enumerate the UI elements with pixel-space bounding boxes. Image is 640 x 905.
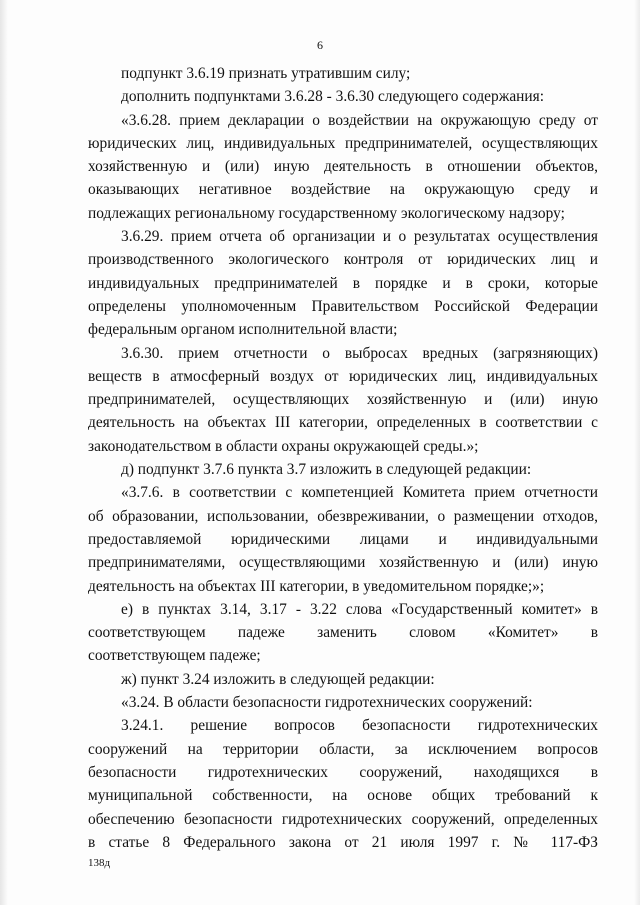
text-line: соответствующем падеже; (88, 647, 261, 665)
text-line: предпринимателями, осуществляющими хозяйственную и (или) иную (88, 554, 598, 572)
text-line: 3.24.1. решение вопросов безопасности гидротехнических (121, 717, 598, 735)
text-line: 3.6.29. прием отчета об организации и о результатах осуществления (121, 228, 598, 246)
scan-edge-left (0, 0, 8, 905)
text-line: предоставляемой юридическими лицами и индивидуальными (88, 530, 598, 548)
text-line: федеральным органом исполнительной власти; (88, 321, 398, 339)
text-line: производственного экологического контроля от юридических лиц и (88, 251, 598, 269)
text-line: в статье 8 Федерального закона от 21 июля 1997 г. № 117-ФЗ (88, 833, 598, 851)
text-line: хозяйственную и (или) иную деятельность в отношении объектов, (88, 158, 598, 176)
text-line: 3.6.30. прием отчетности о выбросах вредных (загрязняющих) (121, 344, 598, 362)
text-line: ж) пункт 3.24 изложить в следующей редакции: (121, 670, 435, 688)
text-line: «3.6.28. прием декларации о воздействии на окружающую среду от (121, 111, 598, 129)
text-line: муниципальной собственности, на основе общих требований к (88, 787, 598, 805)
text-line: предпринимателей, осуществляющих хозяйственную и (или) иную (88, 391, 598, 409)
text-line: д) подпункт 3.7.6 пункта 3.7 изложить в следующей редакции: (121, 461, 532, 479)
text-line: деятельность на объектах III категории, определенных в соответствии с (88, 414, 598, 432)
text-line: деятельность на объектах III категории, в уведомительном порядке;»; (88, 577, 545, 595)
text-line: индивидуальных предпринимателей в порядке и в сроки, которые (88, 274, 598, 292)
page-number: 6 (317, 38, 323, 52)
text-line: сооружений на территории области, за исключением вопросов (88, 740, 598, 758)
footer-code: 138д (88, 857, 111, 869)
text-line: «3.24. В области безопасности гидротехнических сооружений: (121, 694, 533, 712)
document-body (88, 62, 598, 854)
text-line: е) в пунктах 3.14, 3.17 - 3.22 слова «Государственный комитет» в (121, 600, 598, 618)
text-line: подпункт 3.6.19 признать утратившим силу; (121, 65, 411, 82)
text-line: юридических лиц, индивидуальных предпринимателей, осуществляющих (88, 134, 598, 152)
text-line: законодательством в области охраны окружающей среды.»; (88, 437, 479, 455)
text-line: об образовании, использовании, обезвреживании, о размещении отходов, (88, 507, 598, 525)
text-line: подлежащих региональному государственному экологическому надзору; (88, 204, 565, 222)
text-line: веществ в атмосферный воздух от юридических лиц, индивидуальных (88, 367, 598, 385)
scan-edge-right (634, 0, 640, 905)
text-line: дополнить подпунктами 3.6.28 - 3.6.30 следующего содержания: (121, 88, 545, 106)
text-line: безопасности гидротехнических сооружений, находящихся в (88, 763, 598, 781)
text-line: соответствующем падеже заменить словом «Комитет» в (88, 624, 598, 642)
text-line: оказывающих негативное воздействие на окружающую среду и (88, 181, 598, 199)
text-line: определены уполномоченным Правительством Российской Федерации (88, 297, 598, 315)
text-line: обеспечению безопасности гидротехнических сооружений, определенных (88, 810, 598, 828)
text-line: «3.7.6. в соответствии с компетенцией Комитета прием отчетности (121, 484, 598, 502)
